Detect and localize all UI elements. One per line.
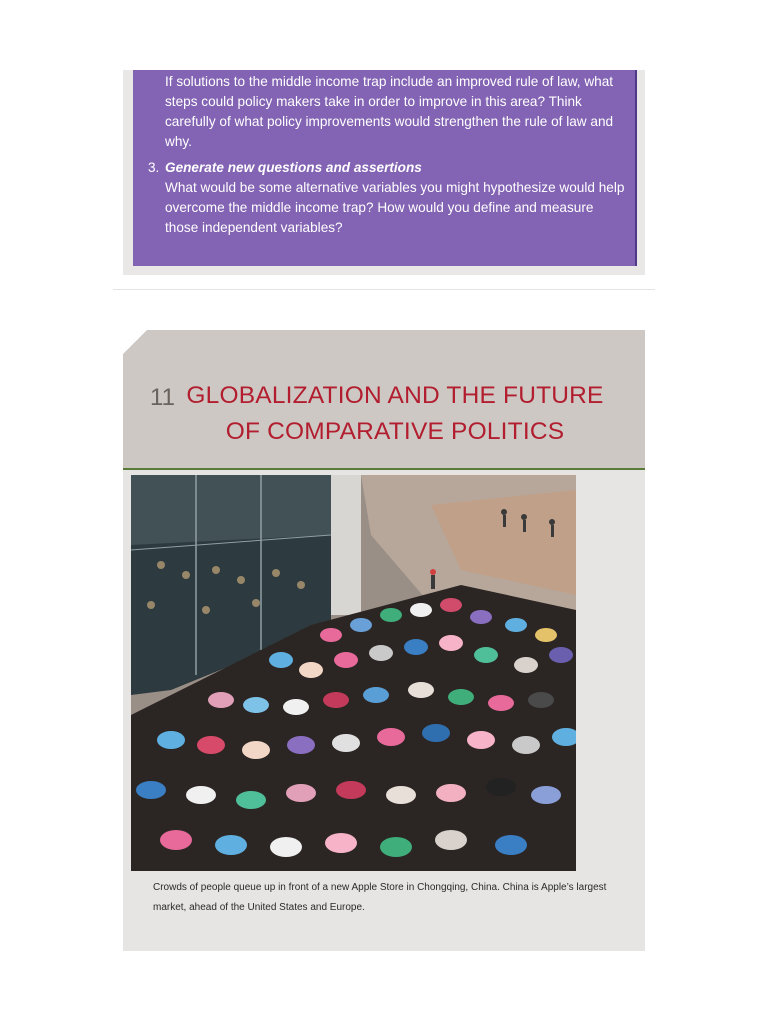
crowd-photo: [131, 475, 576, 871]
chapter-title-line-2: OF COMPARATIVE POLITICS: [225, 418, 565, 445]
item-number: 3.: [148, 160, 160, 175]
question-continuation: If solutions to the middle income trap include an improved rule of law, what steps could policy makers take in order to improve in this area? Think carefully of what policy improvements would strengthen the rule of law and why.: [165, 74, 614, 149]
chapter-number: 11: [150, 384, 175, 411]
chapter-header: [123, 330, 645, 470]
page-divider: [113, 289, 655, 290]
crowd-photo-illustration: [131, 475, 576, 871]
item-body: What would be some alternative variables you might hypothesize would help overcome the middle income trap? How would you define and measure those independent variables?: [165, 180, 625, 235]
previous-page: [123, 70, 645, 275]
chapter-title-line-1: GLOBALIZATION AND THE FUTURE: [186, 382, 604, 409]
item-heading: Generate new questions and assertions: [165, 160, 422, 175]
chapter-opener-page: [123, 330, 645, 951]
chapter-title: [185, 378, 605, 450]
page-corner: [123, 330, 147, 354]
photo-caption: Crowds of people queue up in front of a new Apple Store in Chongqing, China. China is Apple’s largest market, ahead of the United States and Europe.: [153, 882, 607, 913]
study-questions-box: [133, 70, 637, 266]
